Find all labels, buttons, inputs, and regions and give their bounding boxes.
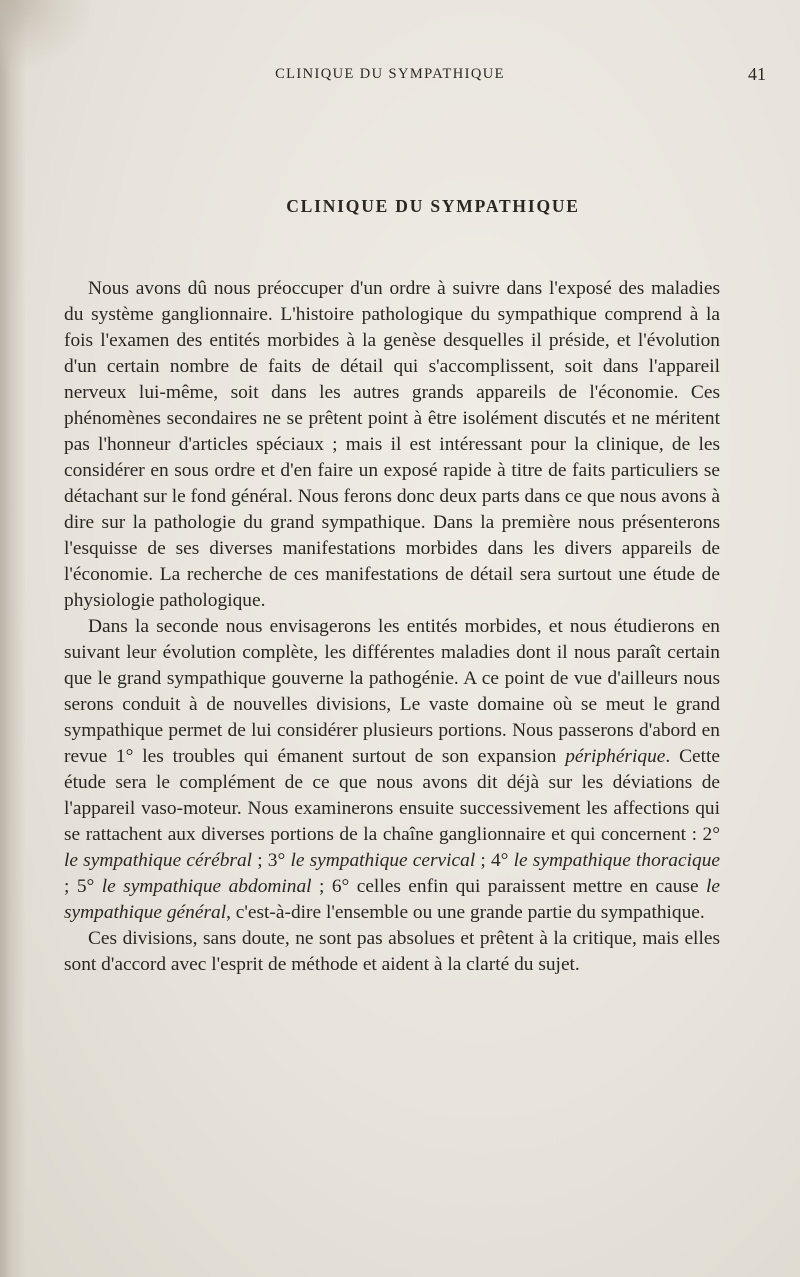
paragraph-2-text: ; 6° celles enfin qui paraissent mettre en cause [311, 876, 706, 897]
italic-peripherique: périphérique [565, 746, 666, 767]
binding-shadow [0, 0, 26, 1277]
running-head [100, 64, 766, 88]
italic-general: le sympathique général [64, 876, 720, 923]
paragraph-2-text: Dans la seconde nous envisagerons les entités morbides, et nous étudierons en suivant leur évolution complète, les différentes maladies dont il nous paraît certain que le grand sympathique gouverne la pathogénie. A ce point de vue d'ailleurs nous serons conduit à de nouvelles divisions, Le vaste domaine où se meut le grand sympathique permet de lui considérer plusieurs portions. Nous passerons d'abord en revue 1° les troubles qui émanent surtout de son expansion [64, 616, 720, 767]
paragraph-3: Ces divisions, sans doute, ne sont pas absolues et prêtent à la critique, mais elles sont d'accord avec l'esprit de méthode et aident à la clarté du sujet. [64, 928, 720, 975]
paragraph-2 [64, 614, 720, 926]
paragraph-2-text: , c'est-à-dire l'ensemble ou une grande partie du sympathique. [226, 902, 705, 923]
paragraph-2-text: . Cette étude sera le complément de ce que nous avons dit déjà sur les déviations de l'appareil vaso-moteur. Nous examinerons ensuite successivement les affections qui se rattachent aux diverses portions de la chaîne ganglionnaire et qui concernent : 2° [64, 746, 720, 845]
italic-thoracique: le sympathique thoracique [513, 850, 720, 871]
corner-stain [0, 0, 90, 70]
paragraph-1: Nous avons dû nous préoccuper d'un ordre à suivre dans l'exposé des maladies du système ganglionnaire. L'histoire pathologique du sympathique comprend à la fois l'examen des entités morbides à la genèse desquelles il préside, et l'évolution d'un certain nombre de faits de détail qui s'accomplissent, soit dans l'appareil nerveux lui-même, soit dans les autres grands appareils de l'économie. Ces phénomènes secondaires ne se prêtent point à être isolément discutés et ne méritent pas l'honneur d'articles spéciaux ; mais il est intéressant pour la clinique, de les considérer en sous ordre et d'en faire un exposé rapide à titre de faits particuliers se détachant sur le fond général. Nous ferons donc deux parts dans ce que nous avons à dire sur la pathologie du grand sympathique. Dans la première nous présenterons l'esquisse de ses diverses manifestations morbides dans les divers appareils de l'économie. La recherche de ces manifestations de détail sera surtout une étude de physiologie pathologique. [64, 278, 720, 611]
italic-cervical: le sympathique cervical [290, 850, 476, 871]
paragraph-2-text: ; 4° [475, 850, 514, 871]
chapter-title: CLINIQUE DU SYMPATHIQUE [286, 196, 580, 216]
paragraph-2-text: ; 3° [252, 850, 291, 871]
paragraph-2-text: ; 5° [64, 876, 102, 897]
italic-abdominal: le sympathique abdominal [101, 876, 312, 897]
running-title: CLINIQUE DU SYMPATHIQUE [275, 66, 505, 82]
body-text [64, 276, 720, 978]
italic-cerebral: le sympathique cérébral [64, 850, 253, 871]
page-number: 41 [748, 64, 766, 84]
